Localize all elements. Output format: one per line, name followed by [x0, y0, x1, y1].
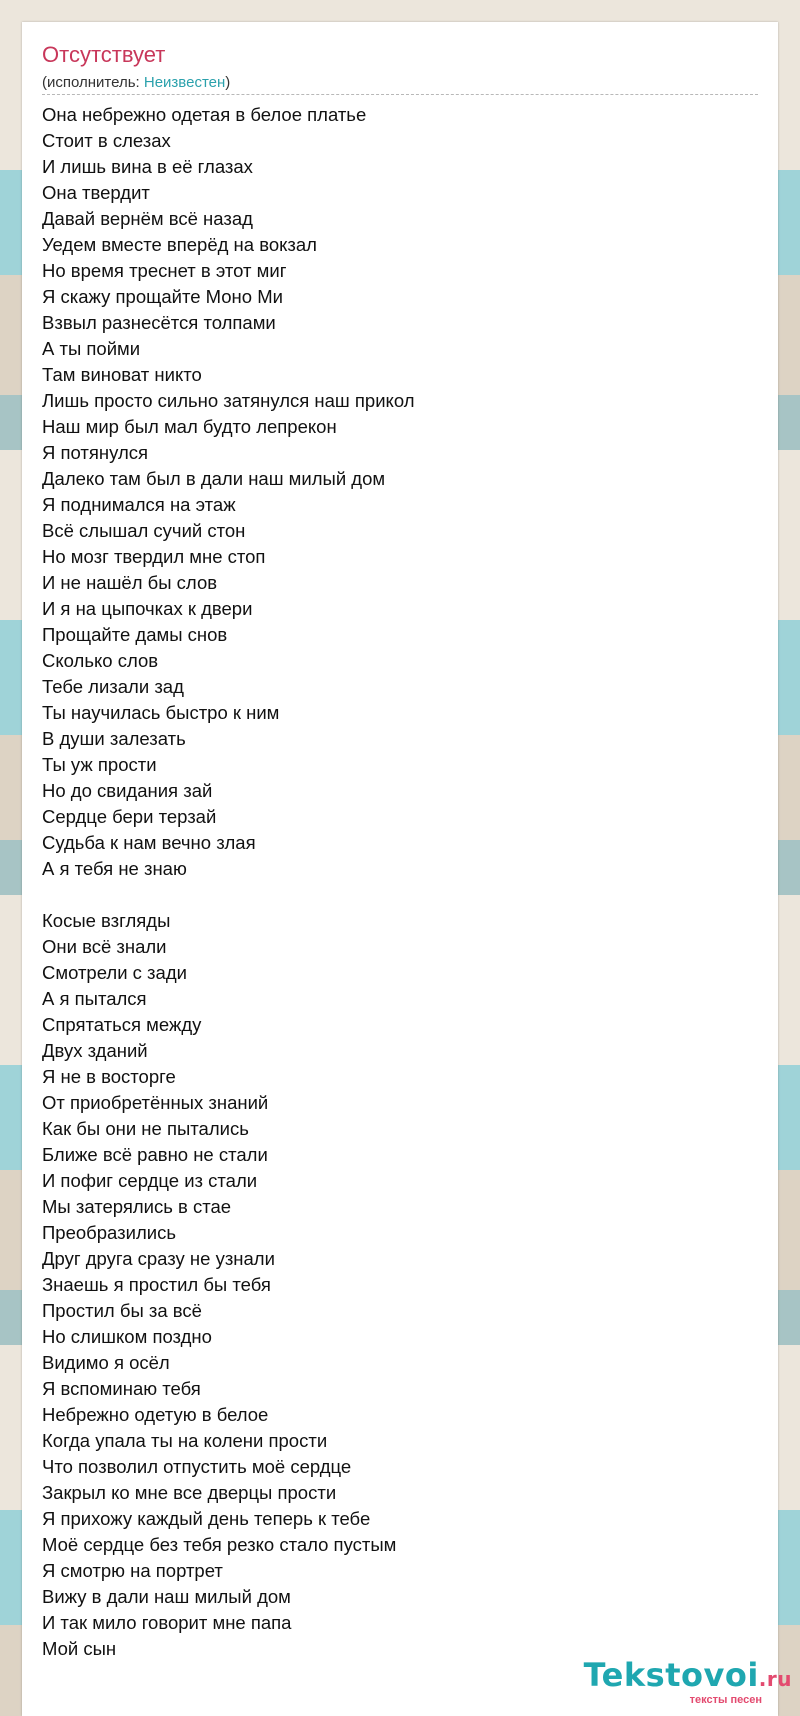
lyric-line: Что позволил отпустить моё сердце: [42, 1456, 352, 1477]
lyric-line: Простил бы за всё: [42, 1300, 202, 1321]
lyric-line: Ты уж прости: [42, 754, 157, 775]
lyric-line: Спрятаться между: [42, 1014, 202, 1035]
lyric-line: Смотрели с зади: [42, 962, 187, 983]
logo-tagline: тексты песен: [689, 1694, 762, 1706]
site-logo[interactable]: [584, 1658, 792, 1706]
lyric-line: [42, 882, 758, 908]
lyric-line: Тебе лизали зад: [42, 676, 184, 697]
lyrics-card: [22, 22, 778, 1716]
lyric-line: Ты научилась быстро к ним: [42, 702, 280, 723]
lyric-line: И лишь вина в её глазах: [42, 156, 253, 177]
lyric-line: Она твердит: [42, 182, 150, 203]
lyric-line: И так мило говорит мне папа: [42, 1612, 292, 1633]
lyric-line: Но слишком поздно: [42, 1326, 212, 1347]
lyric-line: Сколько слов: [42, 650, 159, 671]
lyric-line: Когда упала ты на колени прости: [42, 1430, 328, 1451]
artist-link[interactable]: Неизвестен: [143, 74, 226, 91]
artist-label: (исполнитель:: [42, 74, 144, 91]
lyric-line: Двух зданий: [42, 1040, 148, 1061]
lyric-line: Я поднимался на этаж: [42, 494, 236, 515]
lyric-line: Там виноват никто: [42, 364, 202, 385]
lyric-line: Но до свидания зай: [42, 780, 213, 801]
lyric-line: Я не в восторге: [42, 1066, 176, 1087]
lyric-line: Всё слышал сучий стон: [42, 520, 246, 541]
lyric-line: А я пытался: [42, 988, 147, 1009]
lyric-line: Но время треснет в этот миг: [42, 260, 287, 281]
lyric-line: Мой сын: [42, 1638, 117, 1659]
lyric-line: Уедем вместе вперёд на вокзал: [42, 234, 317, 255]
lyric-line: Они всё знали: [42, 936, 167, 957]
lyric-line: Я вспоминаю тебя: [42, 1378, 201, 1399]
lyric-line: Как бы они не пытались: [42, 1118, 249, 1139]
lyric-line: Преобразились: [42, 1222, 176, 1243]
lyric-line: И не нашёл бы слов: [42, 572, 218, 593]
logo-tld: .ru: [758, 1667, 792, 1691]
lyric-line: Взвыл разнесётся толпами: [42, 312, 276, 333]
lyric-line: И пофиг сердце из стали: [42, 1170, 258, 1191]
lyric-line: А я тебя не знаю: [42, 858, 187, 879]
lyric-line: Сердце бери терзай: [42, 806, 217, 827]
lyric-line: Мы затерялись в стае: [42, 1196, 232, 1217]
lyric-line: Небрежно одетую в белое: [42, 1404, 269, 1425]
lyric-line: Я прихожу каждый день теперь к тебе: [42, 1508, 371, 1529]
header-divider: [42, 94, 758, 95]
lyric-line: Закрыл ко мне все дверцы прости: [42, 1482, 337, 1503]
lyric-line: Моё сердце без тебя резко стало пустым: [42, 1534, 397, 1555]
lyric-line: От приобретённых знаний: [42, 1092, 269, 1113]
lyric-line: В души залезать: [42, 728, 186, 749]
lyric-line: Вижу в дали наш милый дом: [42, 1586, 291, 1607]
lyric-line: Далеко там был в дали наш милый дом: [42, 468, 386, 489]
lyric-line: Она небрежно одетая в белое платье: [42, 104, 367, 125]
lyric-line: А ты пойми: [42, 338, 141, 359]
lyric-line: Ближе всё равно не стали: [42, 1144, 268, 1165]
lyric-line: Знаешь я простил бы тебя: [42, 1274, 271, 1295]
lyric-line: Я потянулся: [42, 442, 149, 463]
lyric-line: Я смотрю на портрет: [42, 1560, 223, 1581]
lyric-line: Видимо я осёл: [42, 1352, 170, 1373]
lyric-line: Косые взгляды: [42, 910, 171, 931]
lyric-line: Давай вернём всё назад: [42, 208, 253, 229]
lyric-line: Прощайте дамы снов: [42, 624, 228, 645]
lyric-line: Лишь просто сильно затянулся наш прикол: [42, 390, 415, 411]
lyric-line: Друг друга сразу не узнали: [42, 1248, 275, 1269]
lyric-line: Судьба к нам вечно злая: [42, 832, 256, 853]
lyrics-text: [42, 102, 758, 1662]
lyric-line: Наш мир был мал будто лепрекон: [42, 416, 337, 437]
song-title: Отсутствует: [42, 42, 166, 67]
artist-label-close: ): [225, 74, 231, 91]
artist-info: [42, 74, 230, 91]
logo-name: Tekstovoi: [583, 1656, 759, 1694]
lyric-line: Стоит в слезах: [42, 130, 171, 151]
lyric-line: И я на цыпочках к двери: [42, 598, 253, 619]
lyric-line: Но мозг твердил мне стоп: [42, 546, 266, 567]
lyric-line: Я скажу прощайте Моно Ми: [42, 286, 283, 307]
